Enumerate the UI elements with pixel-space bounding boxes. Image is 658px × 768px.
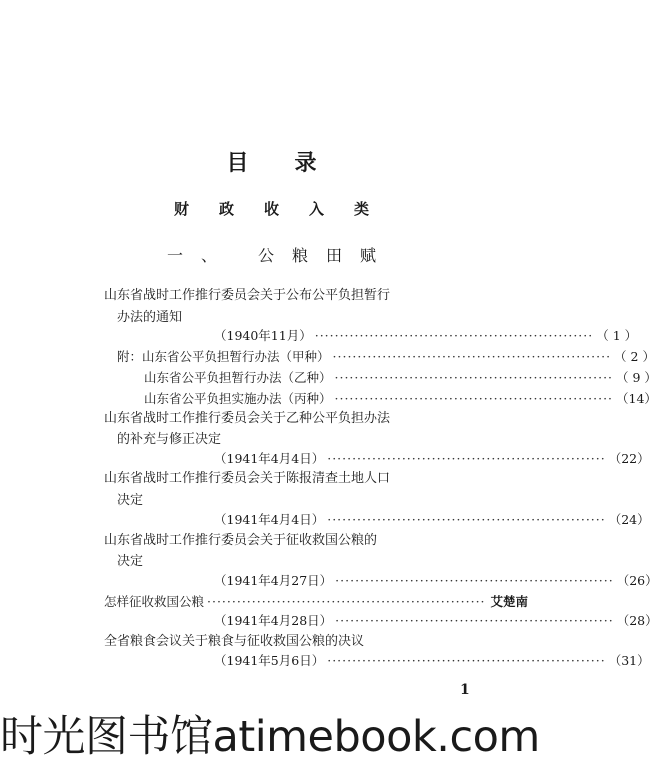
leader-dots: ························································ xyxy=(327,451,606,466)
toc-entry-dateline xyxy=(214,572,658,590)
toc-page-ref: （26） xyxy=(616,573,658,588)
leader-dots: ························································ xyxy=(327,653,606,668)
toc-entry-dateline xyxy=(214,450,650,468)
leader-dots: ························································ xyxy=(335,573,614,588)
toc-page-ref: （24） xyxy=(608,512,650,527)
leader-dots: ························································ xyxy=(335,613,614,628)
leader-dots: ························································ xyxy=(314,328,594,343)
toc-entry-date: （1941年4月28日） xyxy=(214,613,333,628)
leader-dots: ························································ xyxy=(334,370,614,385)
section-heading: 一、 公粮田赋 xyxy=(166,246,395,265)
toc-entry-line xyxy=(104,593,529,611)
appendix-prefix: 附： xyxy=(117,349,143,364)
toc-entry-author: 艾楚南 xyxy=(490,594,529,609)
toc-page-ref: （ 2 ） xyxy=(614,349,655,364)
toc-entry-line xyxy=(117,348,655,366)
toc-entry-date: （1941年5月6日） xyxy=(214,653,325,668)
toc-entry-date: （1941年4月27日） xyxy=(214,573,333,588)
toc-entry-label: 山东省公平负担暂行办法（乙种） xyxy=(144,370,332,385)
toc-entry-title: 山东省战时工作推行委员会关于陈报清查土地人口 xyxy=(104,471,391,486)
toc-entry-line xyxy=(144,369,657,387)
page-title: 目录 xyxy=(226,150,363,176)
page-number: 1 xyxy=(460,682,470,698)
toc-entry-title: 办法的通知 xyxy=(117,310,183,325)
leader-dots: ························································ xyxy=(332,349,612,364)
toc-entry-date: （1941年4月4日） xyxy=(214,512,325,527)
toc-entry-title: 的补充与修正决定 xyxy=(117,432,222,447)
watermark: 时光图书馆atimebook.com xyxy=(0,712,540,762)
toc-entry-title: 山东省战时工作推行委员会关于征收救国公粮的 xyxy=(104,533,378,548)
leader-dots: ························································ xyxy=(207,594,486,609)
leader-dots: ························································ xyxy=(334,391,614,406)
toc-entry-date: （1941年4月4日） xyxy=(214,451,325,466)
toc-entry-dateline xyxy=(214,511,650,529)
toc-page-ref: （31） xyxy=(608,653,650,668)
toc-entry-title: 山东省战时工作推行委员会关于公布公平负担暂行 xyxy=(104,288,391,303)
toc-page-ref: （14） xyxy=(616,391,657,406)
toc-entry-dateline xyxy=(214,612,658,630)
toc-page-ref: （28） xyxy=(616,613,658,628)
toc-entry-line xyxy=(144,390,657,408)
toc-entry-dateline xyxy=(214,652,650,670)
toc-page-ref: （ 1 ） xyxy=(596,328,638,343)
toc-entry-title: 决定 xyxy=(117,554,144,569)
toc-entry-dateline xyxy=(214,327,638,345)
toc-entry-title: 山东省战时工作推行委员会关于乙种公平负担办法 xyxy=(104,411,391,426)
leader-dots: ························································ xyxy=(327,512,606,527)
toc-entry-title: 全省粮食会议关于粮食与征收救国公粮的决议 xyxy=(104,634,365,649)
toc-entry-label: 怎样征收救国公粮 xyxy=(104,594,205,609)
toc-entry-title: 决定 xyxy=(117,493,144,508)
toc-entry-date: （1940年11月） xyxy=(214,328,312,343)
category-heading: 财政收入类 xyxy=(173,200,399,218)
toc-entry-label: 山东省公平负担暂行办法（甲种） xyxy=(142,349,330,364)
toc-page-ref: （22） xyxy=(608,451,650,466)
toc-page-ref: （ 9 ） xyxy=(616,370,657,385)
toc-entry-label: 山东省公平负担实施办法（丙种） xyxy=(144,391,332,406)
